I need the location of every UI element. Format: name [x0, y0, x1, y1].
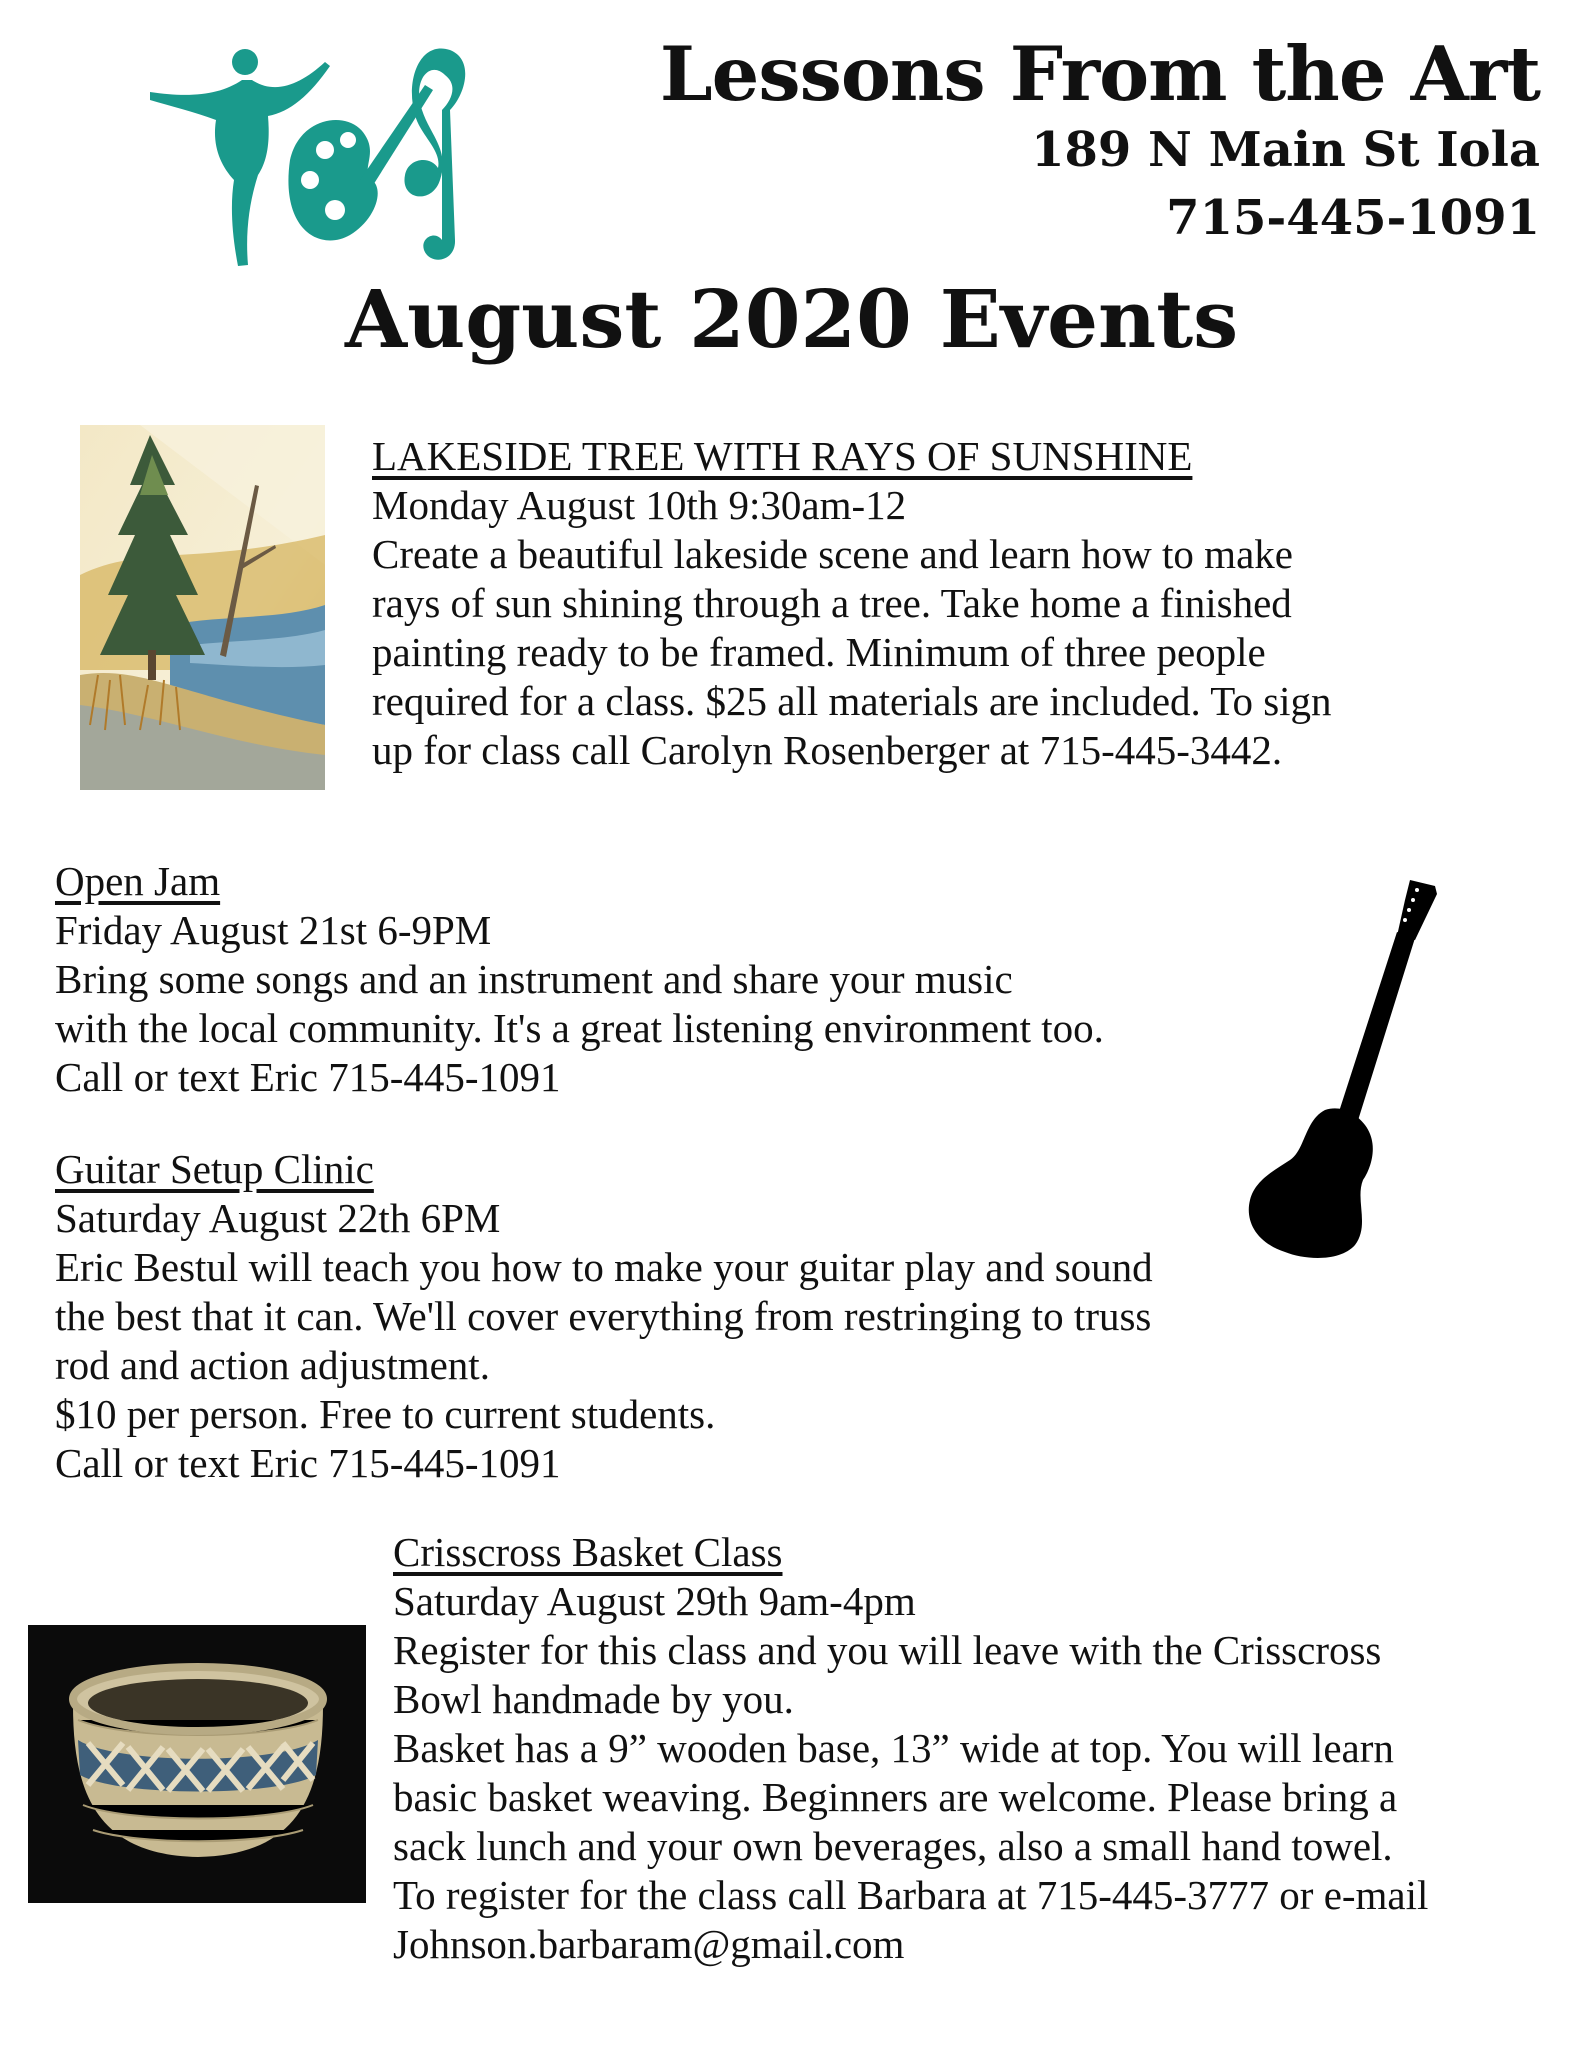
event-description-line: basic basket weaving. Beginners are welcome. Please bring a [393, 1774, 1398, 1820]
event-crisscross-basket-class [393, 1528, 1428, 1969]
event-description-line: the best that it can. We'll cover everything from restringing to truss [55, 1293, 1152, 1339]
business-address: 189 N Main St Iola [1031, 122, 1540, 178]
event-title: LAKESIDE TREE WITH RAYS OF SUNSHINE [372, 433, 1193, 479]
event-description-line: up for class call Carolyn Rosenberger at 715-445-3442. [372, 727, 1283, 773]
event-description-line: To register for the class call Barbara at 715-445-3777 or e-mail [393, 1872, 1429, 1918]
event-description-line: Register for this class and you will leave with the Crisscross [393, 1627, 1382, 1673]
event-description-line: Bring some songs and an instrument and share your music [55, 956, 1013, 1002]
event-description-line: Bowl handmade by you. [393, 1676, 794, 1722]
event-guitar-setup-clinic [55, 1145, 1153, 1488]
event-title: Crisscross Basket Class [393, 1529, 783, 1575]
event-description-line: rays of sun shining through a tree. Take home a finished [372, 580, 1292, 626]
dancer-palette-clef-logo [150, 40, 490, 270]
event-open-jam [55, 857, 1104, 1102]
event-description-line: Call or text Eric 715-445-1091 [55, 1054, 561, 1100]
event-datetime: Friday August 21st 6-9PM [55, 907, 492, 953]
event-description-line: required for a class. $25 all materials are included. To sign [372, 678, 1332, 724]
page-title: August 2020 Events [345, 272, 1239, 366]
crisscross-basket-photo [28, 1625, 366, 1903]
event-lakeside-tree [372, 432, 1332, 775]
business-name: Lessons From the Art [659, 30, 1540, 118]
event-description-line: $10 per person. Free to current students. [55, 1391, 716, 1437]
event-description-line: Call or text Eric 715-445-1091 [55, 1440, 561, 1486]
event-title: Guitar Setup Clinic [55, 1146, 374, 1192]
event-email-line[interactable]: Johnson.barbaram@gmail.com [393, 1921, 905, 1967]
event-description-line: Basket has a 9” wooden base, 13” wide at top. You will learn [393, 1725, 1394, 1771]
business-phone: 715-445-1091 [1166, 190, 1540, 246]
event-description-line: Eric Bestul will teach you how to make your guitar play and sound [55, 1244, 1153, 1290]
event-description-line: Create a beautiful lakeside scene and learn how to make [372, 531, 1293, 577]
event-description-line: rod and action adjustment. [55, 1342, 490, 1388]
event-datetime: Saturday August 29th 9am-4pm [393, 1578, 916, 1624]
electric-guitar-icon [1245, 880, 1445, 1260]
event-description-line: painting ready to be framed. Minimum of three people [372, 629, 1266, 675]
event-datetime: Monday August 10th 9:30am-12 [372, 482, 907, 528]
lakeside-tree-painting-image [80, 425, 325, 790]
event-description-line: sack lunch and your own beverages, also a small hand towel. [393, 1823, 1393, 1869]
event-title: Open Jam [55, 858, 221, 904]
event-description-line: with the local community. It's a great listening environment too. [55, 1005, 1104, 1051]
event-datetime: Saturday August 22th 6PM [55, 1195, 501, 1241]
